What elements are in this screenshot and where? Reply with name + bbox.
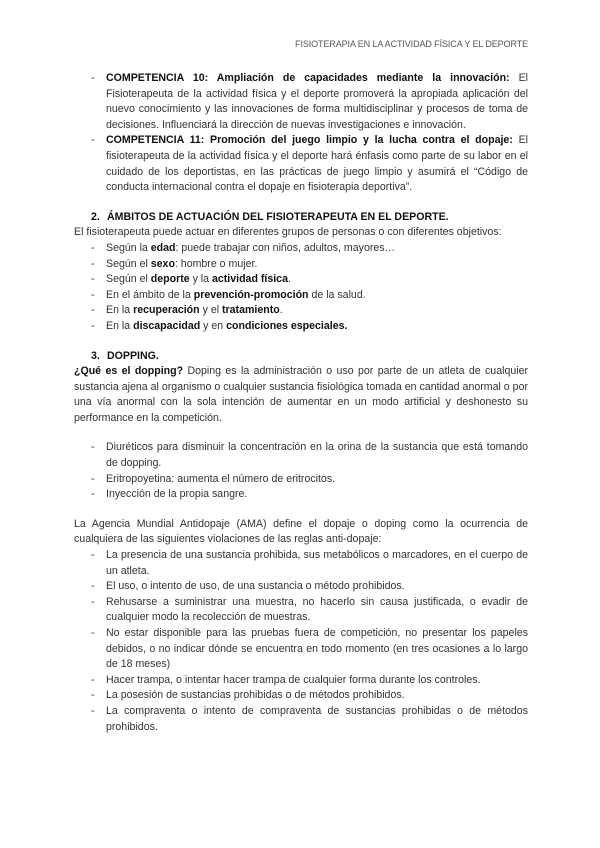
list-item: - Según el deporte y la actividad física. (74, 272, 528, 288)
list-item: - Diuréticos para disminuir la concentración en la orina de la sustancia que está tomando de dopping. (74, 440, 528, 471)
page-content (74, 71, 528, 735)
list-item: - Eritropoyetina: aumenta el número de eritrocitos. (74, 472, 528, 488)
list-item: - Hacer trampa, o intentar hacer trampa de cualquier forma durante los controles. (74, 673, 528, 689)
list-item: - Inyección de la propia sangre. (74, 487, 528, 503)
list-item: - COMPETENCIA 10: Ampliación de capacidades mediante la innovación: El Fisioterapeuta de la actividad física y el deporte promoverá la apropiada aplicación del nuevo conocimiento y las innovaciones de forma multidisciplinar y procesos de toma de decisiones. Influenciará la dirección de nuevas investigaciones e innovación. (74, 71, 528, 133)
section-heading: 2. ÁMBITOS DE ACTUACIÓN DEL FISIOTERAPEUTA EN EL DEPORTE. (91, 210, 449, 223)
ambitos-list (74, 241, 528, 335)
list-item: - No estar disponible para las pruebas fuera de competición, no presentar los papeles debidos, o no indicar dónde se encuentra en todo momento (en tres ocasiones a lo largo de 18 meses) (74, 626, 528, 673)
substances-list (74, 440, 528, 502)
list-item: - El uso, o intento de uso, de una sustancia o método prohibidos. (74, 579, 528, 595)
dopping-definition: ¿Qué es el dopping? Doping es la administración o uso por parte de un atleta de cualquier sustancia ajena al organismo o cualquier sustancia fisiológica tomada en cantidad anormal o por una vía anormal con la sola intención de aumentar en un modo artificial y deshonesto su performance en la competición. (74, 365, 528, 424)
list-item: - La compraventa o intento de compraventa de sustancias prohibidas o de métodos prohibidos. (74, 704, 528, 735)
list-item: - En la discapacidad y en condiciones especiales. (74, 319, 528, 335)
ama-intro: La Agencia Mundial Antidopaje (AMA) define el dopaje o doping como la ocurrencia de cualquiera de las siguientes violaciones de las reglas anti-dopaje: (74, 517, 528, 546)
list-item: - En la recuperación y el tratamiento. (74, 303, 528, 319)
page-header: FISIOTERAPIA EN LA ACTIVIDAD FÍSICA Y EL DEPORTE (295, 39, 528, 49)
list-item: - Según el sexo: hombre o mujer. (74, 257, 528, 273)
list-item: - La posesión de sustancias prohibidas o de métodos prohibidos. (74, 688, 528, 704)
list-item: - Rehusarse a suministrar una muestra, no hacerlo sin causa justificada, o evadir de cualquier modo la recolección de muestras. (74, 595, 528, 626)
competencias-list (74, 71, 528, 196)
list-item: - La presencia de una sustancia prohibida, sus metabólicos o marcadores, en el cuerpo de un atleta. (74, 548, 528, 579)
list-item: - COMPETENCIA 11: Promoción del juego limpio y la lucha contra el dopaje: El fisioterapeuta de la actividad física y el deporte hará énfasis como parte de su labor en el cuidado de los deportistas, en las prácticas de juego limpio y asumirá el “Código de conducta internacional contra el dopaje en fisioterapia deportiva”. (74, 133, 528, 195)
section-intro: El fisioterapeuta puede actuar en diferentes grupos de personas o con diferentes objetivos: (74, 226, 502, 239)
list-item: - Según la edad: puede trabajar con niños, adultos, mayores… (74, 241, 528, 257)
section-heading: 3. DOPPING. (91, 349, 159, 362)
list-item: - En el ámbito de la prevención-promoción de la salud. (74, 288, 528, 304)
violations-list (74, 548, 528, 735)
